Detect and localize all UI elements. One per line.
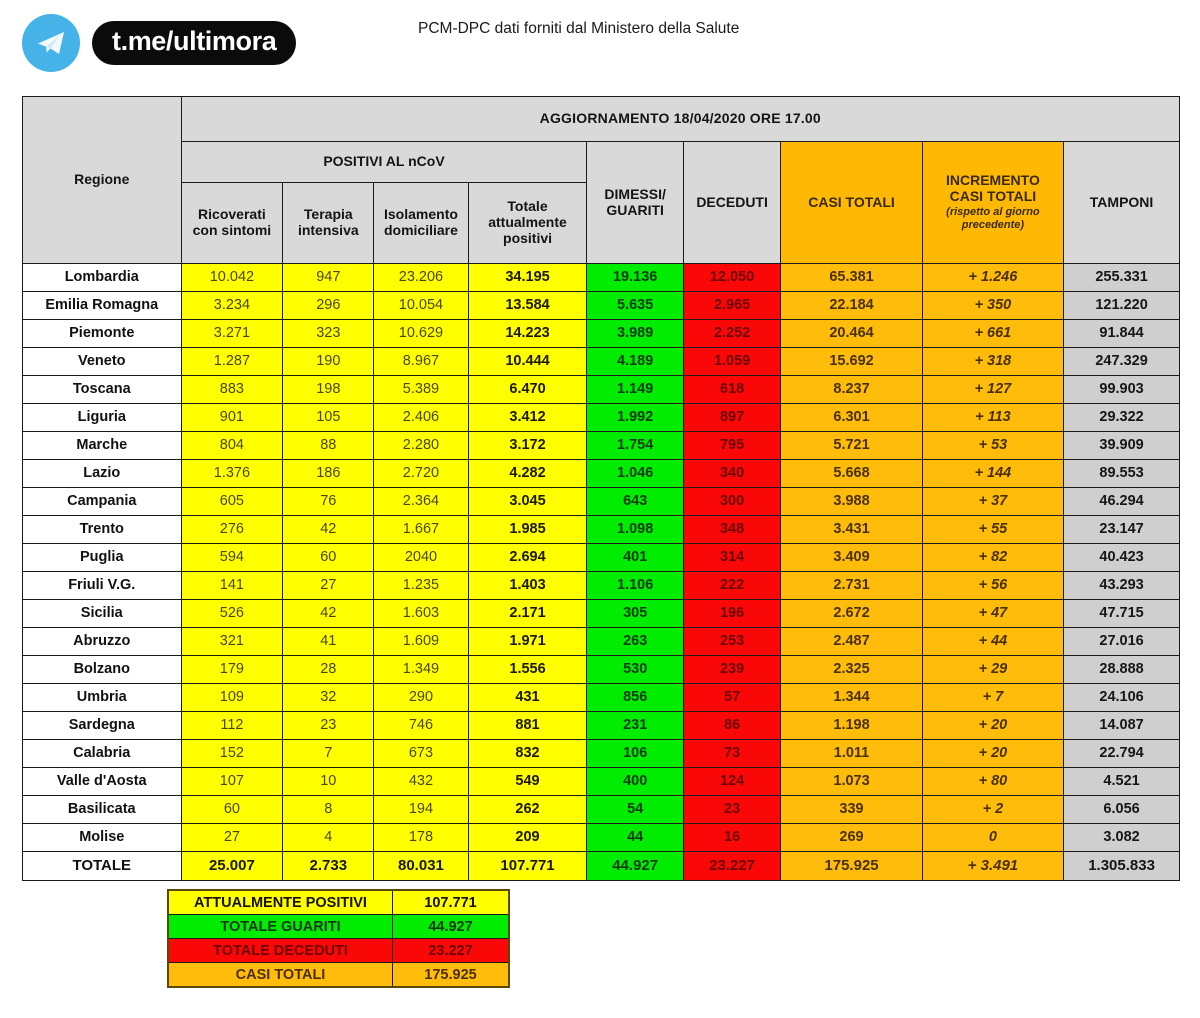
cell-isolamento-domiciliare: 2.280 <box>374 432 468 460</box>
header-ricoverati-line2: con sintomi <box>192 222 272 238</box>
cell-incremento-casi-totali: 0 <box>922 824 1063 852</box>
cell-tamponi: 99.903 <box>1064 376 1180 404</box>
cell-totale-attualmente-positivi: 832 <box>468 740 587 768</box>
cell-casi-totali: 3.431 <box>781 516 922 544</box>
header-update-title: AGGIORNAMENTO 18/04/2020 ORE 17.00 <box>181 97 1179 142</box>
cell-dimessi-guariti: 106 <box>587 740 683 768</box>
header-incremento-line1: INCREMENTO <box>945 171 1040 188</box>
cell-incremento-casi-totali: + 20 <box>922 712 1063 740</box>
cell-regione: TOTALE <box>23 852 182 881</box>
header-terapia-line2: intensiva <box>297 222 359 238</box>
table-row <box>23 768 1180 796</box>
header-dimessi-line1: DIMESSI/ <box>604 185 666 202</box>
cell-casi-totali: 5.668 <box>781 460 922 488</box>
cell-dimessi-guariti: 44.927 <box>587 852 683 881</box>
covid-data-table <box>22 96 1180 881</box>
header-terapia-intensiva <box>283 183 374 264</box>
cell-ricoverati: 60 <box>181 796 283 824</box>
header-deceduti: DECEDUTI <box>683 142 780 264</box>
cell-totale-attualmente-positivi: 1.971 <box>468 628 587 656</box>
cell-dimessi-guariti: 231 <box>587 712 683 740</box>
cell-dimessi-guariti: 1.149 <box>587 376 683 404</box>
cell-terapia-intensiva: 105 <box>283 404 374 432</box>
cell-deceduti: 23 <box>683 796 780 824</box>
cell-tamponi: 46.294 <box>1064 488 1180 516</box>
cell-terapia-intensiva: 186 <box>283 460 374 488</box>
cell-ricoverati: 321 <box>181 628 283 656</box>
header-isolamento-domiciliare <box>374 183 468 264</box>
cell-isolamento-domiciliare: 1.603 <box>374 600 468 628</box>
cell-isolamento-domiciliare: 23.206 <box>374 264 468 292</box>
table-row <box>23 432 1180 460</box>
cell-isolamento-domiciliare: 2.364 <box>374 488 468 516</box>
cell-totale-attualmente-positivi: 3.172 <box>468 432 587 460</box>
cell-tamponi: 39.909 <box>1064 432 1180 460</box>
cell-regione: Toscana <box>23 376 182 404</box>
cell-terapia-intensiva: 76 <box>283 488 374 516</box>
table-row <box>23 572 1180 600</box>
cell-terapia-intensiva: 28 <box>283 656 374 684</box>
cell-totale-attualmente-positivi: 1.985 <box>468 516 587 544</box>
cell-dimessi-guariti: 19.136 <box>587 264 683 292</box>
cell-casi-totali: 175.925 <box>781 852 922 881</box>
cell-incremento-casi-totali: + 144 <box>922 460 1063 488</box>
cell-deceduti: 795 <box>683 432 780 460</box>
cell-ricoverati: 1.376 <box>181 460 283 488</box>
cell-incremento-casi-totali: + 1.246 <box>922 264 1063 292</box>
header-incremento-casi-totali <box>922 142 1063 264</box>
table-row <box>23 544 1180 572</box>
cell-isolamento-domiciliare: 2040 <box>374 544 468 572</box>
cell-totale-attualmente-positivi: 881 <box>468 712 587 740</box>
cell-incremento-casi-totali: + 113 <box>922 404 1063 432</box>
cell-isolamento-domiciliare: 290 <box>374 684 468 712</box>
cell-tamponi: 121.220 <box>1064 292 1180 320</box>
legend-row <box>168 915 509 939</box>
cell-totale-attualmente-positivi: 431 <box>468 684 587 712</box>
cell-totale-attualmente-positivi: 13.584 <box>468 292 587 320</box>
cell-incremento-casi-totali: + 318 <box>922 348 1063 376</box>
cell-casi-totali: 5.721 <box>781 432 922 460</box>
cell-incremento-casi-totali: + 44 <box>922 628 1063 656</box>
cell-deceduti: 314 <box>683 544 780 572</box>
page-header <box>0 0 1200 88</box>
cell-dimessi-guariti: 4.189 <box>587 348 683 376</box>
cell-terapia-intensiva: 10 <box>283 768 374 796</box>
cell-casi-totali: 3.988 <box>781 488 922 516</box>
cell-ricoverati: 3.271 <box>181 320 283 348</box>
cell-totale-attualmente-positivi: 1.556 <box>468 656 587 684</box>
cell-dimessi-guariti: 54 <box>587 796 683 824</box>
cell-casi-totali: 65.381 <box>781 264 922 292</box>
legend-body <box>168 890 509 987</box>
cell-tamponi: 91.844 <box>1064 320 1180 348</box>
cell-ricoverati: 3.234 <box>181 292 283 320</box>
header-dimessi-line2: GUARITI <box>606 201 664 218</box>
cell-terapia-intensiva: 41 <box>283 628 374 656</box>
table-row <box>23 684 1180 712</box>
cell-terapia-intensiva: 60 <box>283 544 374 572</box>
cell-deceduti: 340 <box>683 460 780 488</box>
cell-incremento-casi-totali: + 56 <box>922 572 1063 600</box>
cell-regione: Basilicata <box>23 796 182 824</box>
cell-tamponi: 43.293 <box>1064 572 1180 600</box>
header-regione: Regione <box>23 97 182 264</box>
cell-tamponi: 23.147 <box>1064 516 1180 544</box>
cell-regione: Umbria <box>23 684 182 712</box>
cell-ricoverati: 107 <box>181 768 283 796</box>
cell-dimessi-guariti: 1.992 <box>587 404 683 432</box>
cell-dimessi-guariti: 530 <box>587 656 683 684</box>
cell-dimessi-guariti: 1.046 <box>587 460 683 488</box>
cell-deceduti: 2.252 <box>683 320 780 348</box>
table-row <box>23 404 1180 432</box>
table-row <box>23 292 1180 320</box>
cell-regione: Veneto <box>23 348 182 376</box>
cell-totale-attualmente-positivi: 262 <box>468 796 587 824</box>
cell-terapia-intensiva: 7 <box>283 740 374 768</box>
cell-tamponi: 29.322 <box>1064 404 1180 432</box>
legend-row <box>168 939 509 963</box>
cell-tamponi: 24.106 <box>1064 684 1180 712</box>
cell-deceduti: 2.965 <box>683 292 780 320</box>
cell-deceduti: 196 <box>683 600 780 628</box>
cell-dimessi-guariti: 643 <box>587 488 683 516</box>
cell-isolamento-domiciliare: 432 <box>374 768 468 796</box>
table-row <box>23 740 1180 768</box>
cell-totale-attualmente-positivi: 2.171 <box>468 600 587 628</box>
legend-label: TOTALE DECEDUTI <box>168 939 393 963</box>
table-row <box>23 320 1180 348</box>
cell-incremento-casi-totali: + 2 <box>922 796 1063 824</box>
cell-regione: Emilia Romagna <box>23 292 182 320</box>
cell-incremento-casi-totali: + 53 <box>922 432 1063 460</box>
header-totpos-line3: positivi <box>503 229 553 246</box>
cell-dimessi-guariti: 400 <box>587 768 683 796</box>
header-isolamento-line1: Isolamento <box>384 206 458 223</box>
cell-deceduti: 12.050 <box>683 264 780 292</box>
table-row <box>23 264 1180 292</box>
cell-terapia-intensiva: 323 <box>283 320 374 348</box>
cell-regione: Sardegna <box>23 712 182 740</box>
cell-terapia-intensiva: 32 <box>283 684 374 712</box>
cell-isolamento-domiciliare: 8.967 <box>374 348 468 376</box>
legend-value: 175.925 <box>393 963 510 988</box>
cell-incremento-casi-totali: + 47 <box>922 600 1063 628</box>
cell-totale-attualmente-positivi: 1.403 <box>468 572 587 600</box>
cell-dimessi-guariti: 5.635 <box>587 292 683 320</box>
cell-incremento-casi-totali: + 7 <box>922 684 1063 712</box>
cell-dimessi-guariti: 44 <box>587 824 683 852</box>
cell-isolamento-domiciliare: 2.720 <box>374 460 468 488</box>
cell-casi-totali: 1.198 <box>781 712 922 740</box>
cell-casi-totali: 1.011 <box>781 740 922 768</box>
header-row-group <box>23 142 1180 183</box>
cell-deceduti: 57 <box>683 684 780 712</box>
cell-casi-totali: 2.325 <box>781 656 922 684</box>
cell-regione: Puglia <box>23 544 182 572</box>
table-row <box>23 712 1180 740</box>
cell-deceduti: 897 <box>683 404 780 432</box>
cell-ricoverati: 276 <box>181 516 283 544</box>
cell-terapia-intensiva: 88 <box>283 432 374 460</box>
cell-dimessi-guariti: 1.098 <box>587 516 683 544</box>
cell-casi-totali: 269 <box>781 824 922 852</box>
cell-regione: Trento <box>23 516 182 544</box>
cell-isolamento-domiciliare: 10.054 <box>374 292 468 320</box>
cell-deceduti: 124 <box>683 768 780 796</box>
cell-incremento-casi-totali: + 661 <box>922 320 1063 348</box>
cell-ricoverati: 112 <box>181 712 283 740</box>
cell-terapia-intensiva: 198 <box>283 376 374 404</box>
table-row <box>23 824 1180 852</box>
header-incremento-note: (rispetto al giorno precedente) <box>946 206 1040 232</box>
cell-tamponi: 255.331 <box>1064 264 1180 292</box>
cell-casi-totali: 1.073 <box>781 768 922 796</box>
header-ricoverati-con-sintomi <box>181 183 283 264</box>
cell-totale-attualmente-positivi: 549 <box>468 768 587 796</box>
cell-isolamento-domiciliare: 1.349 <box>374 656 468 684</box>
cell-ricoverati: 594 <box>181 544 283 572</box>
header-ricoverati-line1: Ricoverati <box>198 206 266 223</box>
cell-tamponi: 1.305.833 <box>1064 852 1180 881</box>
cell-totale-attualmente-positivi: 10.444 <box>468 348 587 376</box>
legend-row <box>168 963 509 988</box>
cell-tamponi: 247.329 <box>1064 348 1180 376</box>
cell-deceduti: 348 <box>683 516 780 544</box>
cell-terapia-intensiva: 23 <box>283 712 374 740</box>
cell-isolamento-domiciliare: 10.629 <box>374 320 468 348</box>
cell-totale-attualmente-positivi: 3.412 <box>468 404 587 432</box>
header-tamponi: TAMPONI <box>1064 142 1180 264</box>
cell-totale-attualmente-positivi: 34.195 <box>468 264 587 292</box>
cell-incremento-casi-totali: + 127 <box>922 376 1063 404</box>
cell-deceduti: 1.059 <box>683 348 780 376</box>
legend-row <box>168 890 509 915</box>
cell-dimessi-guariti: 1.754 <box>587 432 683 460</box>
cell-regione: Molise <box>23 824 182 852</box>
cell-terapia-intensiva: 8 <box>283 796 374 824</box>
cell-ricoverati: 152 <box>181 740 283 768</box>
header-incremento-line2: CASI TOTALI <box>949 187 1037 204</box>
cell-ricoverati: 804 <box>181 432 283 460</box>
legend-value: 107.771 <box>393 890 510 915</box>
cell-regione: Abruzzo <box>23 628 182 656</box>
cell-casi-totali: 6.301 <box>781 404 922 432</box>
cell-deceduti: 222 <box>683 572 780 600</box>
cell-tamponi: 27.016 <box>1064 628 1180 656</box>
cell-isolamento-domiciliare: 1.667 <box>374 516 468 544</box>
cell-ricoverati: 901 <box>181 404 283 432</box>
summary-legend <box>167 889 510 988</box>
cell-dimessi-guariti: 263 <box>587 628 683 656</box>
legend-label: ATTUALMENTE POSITIVI <box>168 890 393 915</box>
cell-tamponi: 14.087 <box>1064 712 1180 740</box>
cell-totale-attualmente-positivi: 2.694 <box>468 544 587 572</box>
cell-terapia-intensiva: 42 <box>283 600 374 628</box>
cell-ricoverati: 25.007 <box>181 852 283 881</box>
cell-terapia-intensiva: 4 <box>283 824 374 852</box>
cell-ricoverati: 179 <box>181 656 283 684</box>
table-row <box>23 628 1180 656</box>
table-row <box>23 376 1180 404</box>
cell-ricoverati: 883 <box>181 376 283 404</box>
table-row <box>23 488 1180 516</box>
cell-isolamento-domiciliare: 178 <box>374 824 468 852</box>
brand-logo <box>22 14 296 72</box>
cell-isolamento-domiciliare: 1.609 <box>374 628 468 656</box>
header-group-positivi: POSITIVI AL nCoV <box>181 142 587 183</box>
cell-regione: Sicilia <box>23 600 182 628</box>
cell-casi-totali: 1.344 <box>781 684 922 712</box>
table-row <box>23 516 1180 544</box>
header-isolamento-line2: domiciliare <box>383 222 458 238</box>
cell-dimessi-guariti: 3.989 <box>587 320 683 348</box>
source-note: PCM-DPC dati forniti dal Ministero della Salute <box>418 20 740 37</box>
cell-regione: Friuli V.G. <box>23 572 182 600</box>
cell-casi-totali: 339 <box>781 796 922 824</box>
header-totpos-line2: attualmente <box>488 214 567 231</box>
cell-casi-totali: 22.184 <box>781 292 922 320</box>
cell-deceduti: 16 <box>683 824 780 852</box>
header-row-title <box>23 97 1180 142</box>
cell-regione: Lombardia <box>23 264 182 292</box>
cell-isolamento-domiciliare: 746 <box>374 712 468 740</box>
cell-casi-totali: 2.487 <box>781 628 922 656</box>
cell-regione: Calabria <box>23 740 182 768</box>
cell-incremento-casi-totali: + 3.491 <box>922 852 1063 881</box>
cell-isolamento-domiciliare: 5.389 <box>374 376 468 404</box>
cell-tamponi: 6.056 <box>1064 796 1180 824</box>
header-dimessi-guariti <box>587 142 683 264</box>
cell-terapia-intensiva: 296 <box>283 292 374 320</box>
cell-ricoverati: 10.042 <box>181 264 283 292</box>
brand-handle[interactable]: t.me/ultimora <box>92 21 296 65</box>
cell-incremento-casi-totali: + 29 <box>922 656 1063 684</box>
cell-deceduti: 618 <box>683 376 780 404</box>
cell-tamponi: 28.888 <box>1064 656 1180 684</box>
cell-casi-totali: 3.409 <box>781 544 922 572</box>
cell-isolamento-domiciliare: 80.031 <box>374 852 468 881</box>
cell-incremento-casi-totali: + 350 <box>922 292 1063 320</box>
cell-regione: Campania <box>23 488 182 516</box>
cell-tamponi: 4.521 <box>1064 768 1180 796</box>
cell-totale-attualmente-positivi: 3.045 <box>468 488 587 516</box>
cell-tamponi: 40.423 <box>1064 544 1180 572</box>
cell-regione: Bolzano <box>23 656 182 684</box>
legend-value: 23.227 <box>393 939 510 963</box>
cell-terapia-intensiva: 42 <box>283 516 374 544</box>
cell-totale-attualmente-positivi: 4.282 <box>468 460 587 488</box>
cell-regione: Piemonte <box>23 320 182 348</box>
cell-totale-attualmente-positivi: 14.223 <box>468 320 587 348</box>
cell-incremento-casi-totali: + 55 <box>922 516 1063 544</box>
cell-deceduti: 300 <box>683 488 780 516</box>
cell-incremento-casi-totali: + 80 <box>922 768 1063 796</box>
telegram-icon <box>22 14 80 72</box>
cell-ricoverati: 109 <box>181 684 283 712</box>
table-row <box>23 656 1180 684</box>
cell-casi-totali: 2.731 <box>781 572 922 600</box>
cell-regione: Liguria <box>23 404 182 432</box>
cell-deceduti: 73 <box>683 740 780 768</box>
table-body <box>23 264 1180 881</box>
cell-dimessi-guariti: 305 <box>587 600 683 628</box>
cell-tamponi: 47.715 <box>1064 600 1180 628</box>
cell-tamponi: 89.553 <box>1064 460 1180 488</box>
table-row <box>23 796 1180 824</box>
header-terapia-line1: Terapia <box>303 206 353 223</box>
header-totale-attualmente-positivi <box>468 183 587 264</box>
cell-ricoverati: 526 <box>181 600 283 628</box>
cell-tamponi: 22.794 <box>1064 740 1180 768</box>
cell-isolamento-domiciliare: 673 <box>374 740 468 768</box>
cell-isolamento-domiciliare: 2.406 <box>374 404 468 432</box>
legend-value: 44.927 <box>393 915 510 939</box>
cell-isolamento-domiciliare: 1.235 <box>374 572 468 600</box>
cell-ricoverati: 605 <box>181 488 283 516</box>
cell-terapia-intensiva: 190 <box>283 348 374 376</box>
cell-dimessi-guariti: 856 <box>587 684 683 712</box>
cell-regione: Valle d'Aosta <box>23 768 182 796</box>
cell-casi-totali: 2.672 <box>781 600 922 628</box>
cell-totale-attualmente-positivi: 107.771 <box>468 852 587 881</box>
cell-totale-attualmente-positivi: 209 <box>468 824 587 852</box>
cell-deceduti: 239 <box>683 656 780 684</box>
cell-casi-totali: 15.692 <box>781 348 922 376</box>
cell-incremento-casi-totali: + 82 <box>922 544 1063 572</box>
cell-terapia-intensiva: 947 <box>283 264 374 292</box>
cell-totale-attualmente-positivi: 6.470 <box>468 376 587 404</box>
table-row <box>23 460 1180 488</box>
legend-label: TOTALE GUARITI <box>168 915 393 939</box>
cell-ricoverati: 141 <box>181 572 283 600</box>
cell-casi-totali: 8.237 <box>781 376 922 404</box>
cell-deceduti: 253 <box>683 628 780 656</box>
cell-deceduti: 86 <box>683 712 780 740</box>
header-casi-totali: CASI TOTALI <box>781 142 922 264</box>
cell-isolamento-domiciliare: 194 <box>374 796 468 824</box>
cell-terapia-intensiva: 2.733 <box>283 852 374 881</box>
cell-casi-totali: 20.464 <box>781 320 922 348</box>
cell-tamponi: 3.082 <box>1064 824 1180 852</box>
cell-ricoverati: 27 <box>181 824 283 852</box>
cell-incremento-casi-totali: + 37 <box>922 488 1063 516</box>
cell-regione: Marche <box>23 432 182 460</box>
table-header <box>23 97 1180 264</box>
cell-terapia-intensiva: 27 <box>283 572 374 600</box>
cell-incremento-casi-totali: + 20 <box>922 740 1063 768</box>
legend-label: CASI TOTALI <box>168 963 393 988</box>
table-row-total <box>23 852 1180 881</box>
header-totpos-line1: Totale <box>507 198 548 215</box>
table-row <box>23 600 1180 628</box>
cell-dimessi-guariti: 1.106 <box>587 572 683 600</box>
table-row <box>23 348 1180 376</box>
cell-dimessi-guariti: 401 <box>587 544 683 572</box>
cell-ricoverati: 1.287 <box>181 348 283 376</box>
cell-deceduti: 23.227 <box>683 852 780 881</box>
cell-regione: Lazio <box>23 460 182 488</box>
